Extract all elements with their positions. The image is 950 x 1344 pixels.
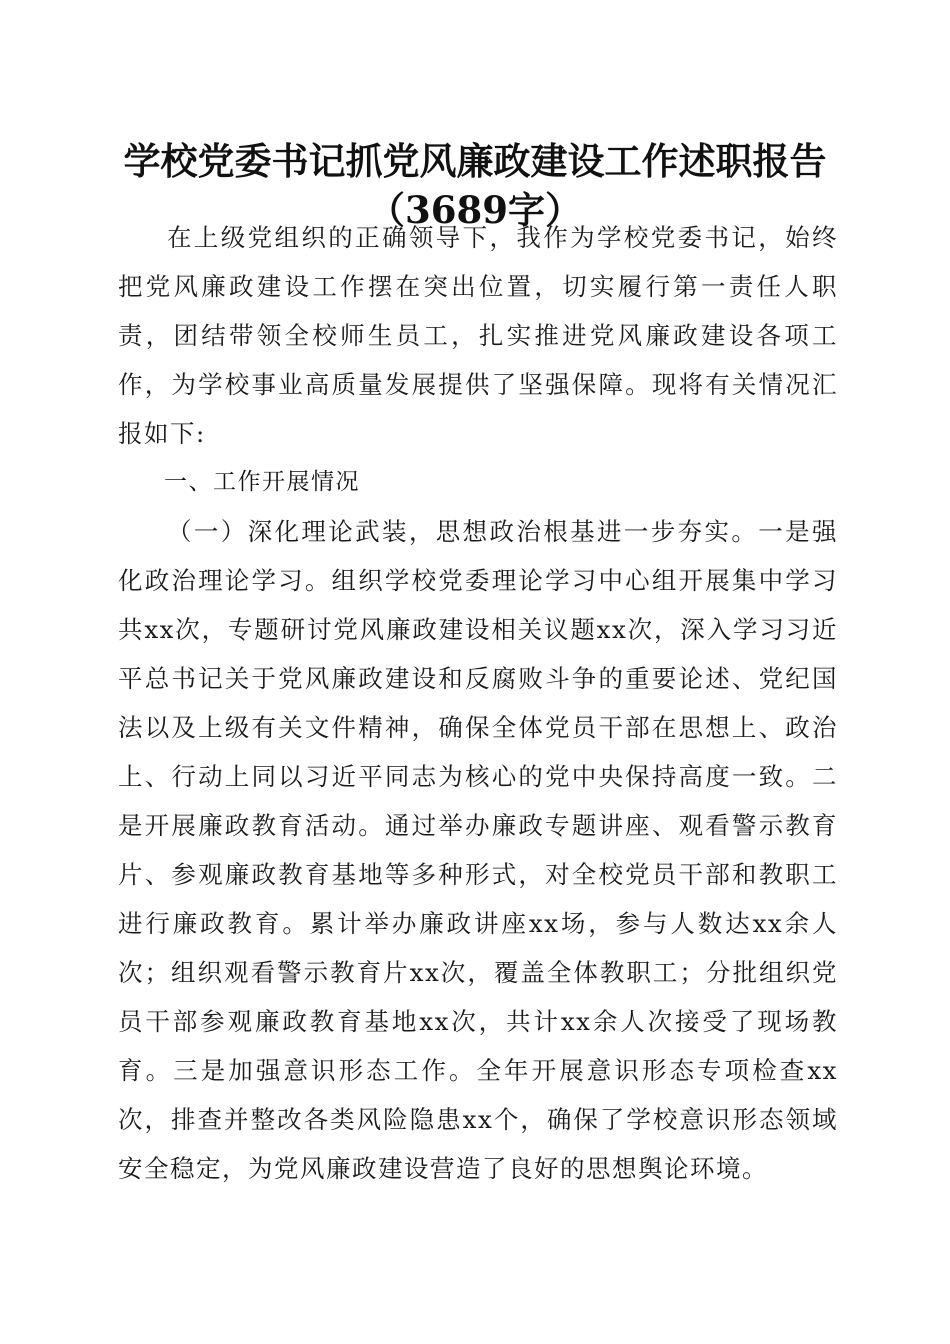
section-paragraph: （一）深化理论武装，思想政治根基进一步夯实。一是强化政治理论学习。组织学校党委理论学习中心组开展集中学习共xx次，专题研讨党风廉政建设相关议题xx次，深入学习习近平总书记关于党风廉政建设和反腐败斗争的重要论述、党纪国法以及上级有关文件精神，确保全体党员干部在思想上、政治上、行动上同以习近平同志为核心的党中央保持高度一致。二是开展廉政教育活动。通过举办廉政专题讲座、观看警示教育片、参观廉政教育基地等多种形式，对全校党员干部和教职工进行廉政教育。累计举办廉政讲座xx场，参与人数达xx余人次；组织观看警示教育片xx次，覆盖全体教职工；分批组织党员干部参观廉政教育基地xx次，共计xx余人次接受了现场教育。三是加强意识形态工作。全年开展意识形态专项检查xx次，排查并整改各类风险隐患xx个，确保了学校意识形态领域安全稳定，为党风廉政建设营造了良好的思想舆论环境。 <box>118 517 838 1183</box>
document-title: 学校党委书记抓党风廉政建设工作述职报告 <box>123 139 827 183</box>
document-subtitle: （3689字） <box>368 188 582 232</box>
intro-paragraph: 在上级党组织的正确领导下，我作为学校党委书记，始终把党风廉政建设工作摆在突出位置，切实履行第一责任人职责，团结带领全校师生员工，扎实推进党风廉政建设各项工作，为学校事业高质量发展提供了坚强保障。现将有关情况汇报如下: <box>118 223 838 448</box>
document-body <box>118 213 838 1193</box>
section-heading: 一、工作开展情况 <box>164 469 360 495</box>
